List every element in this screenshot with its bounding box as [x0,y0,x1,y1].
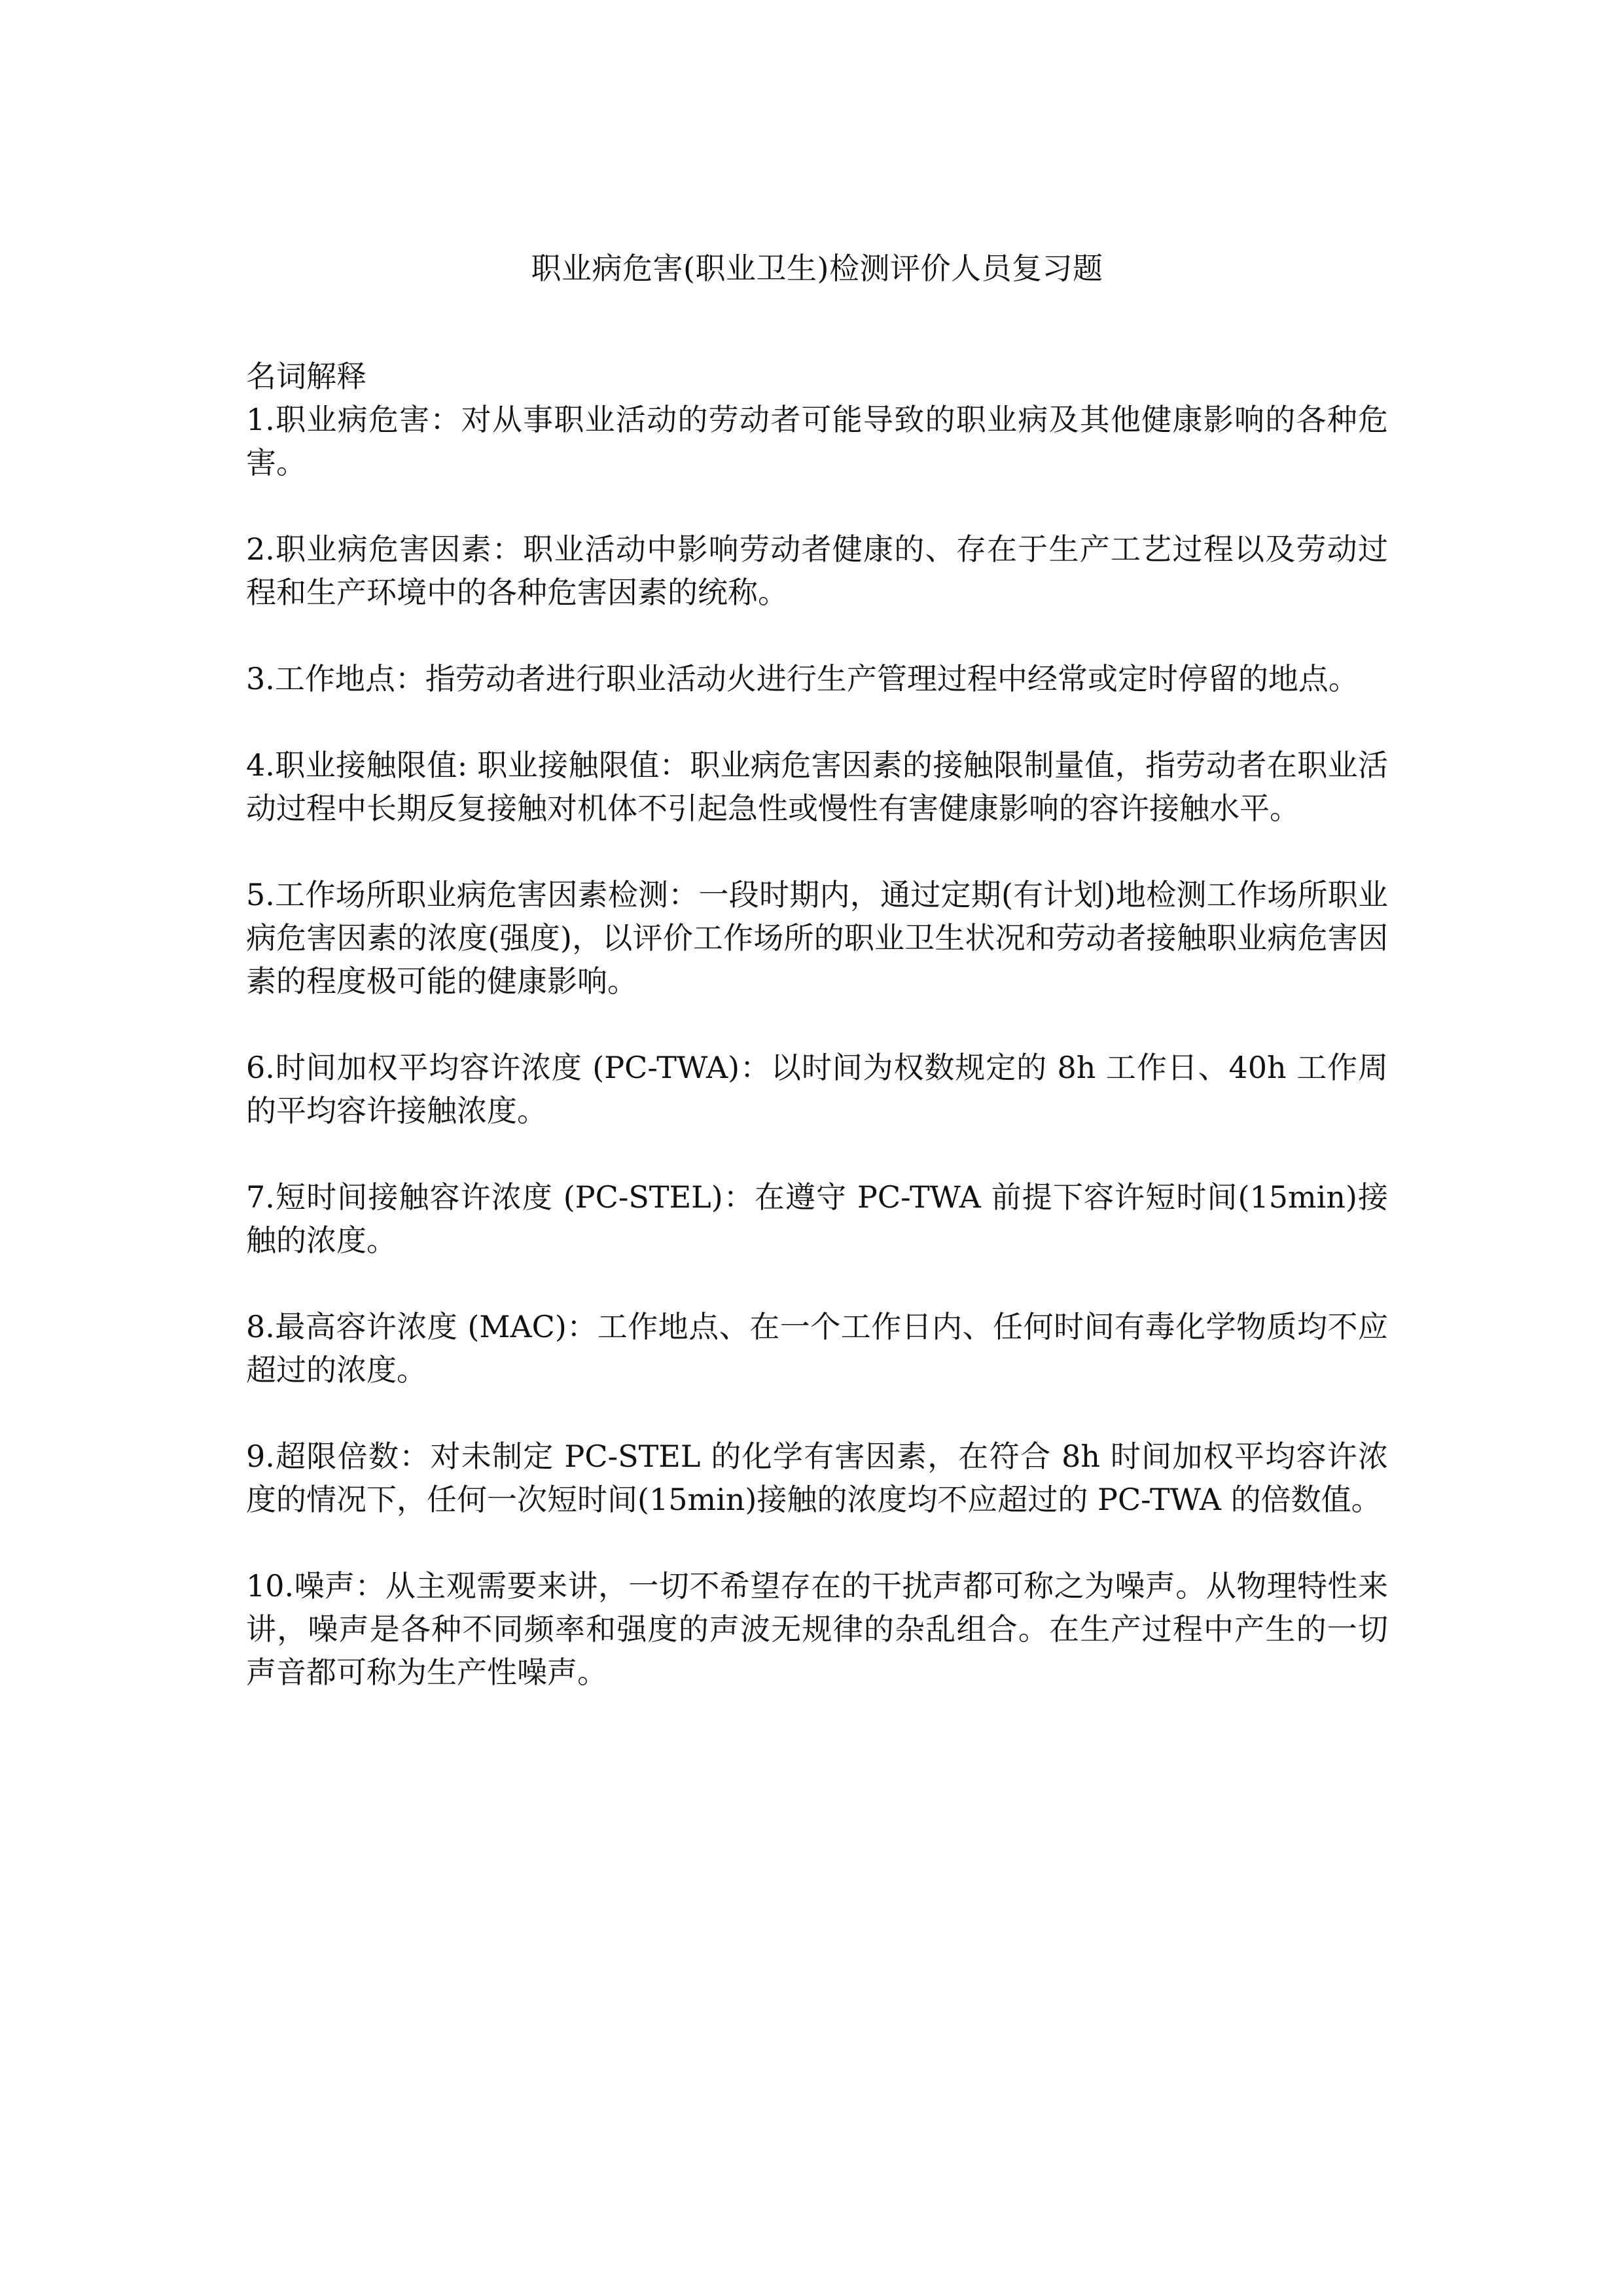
term-definition-1: 1.职业病危害：对从事职业活动的劳动者可能导致的职业病及其他健康影响的各种危害。 [246,402,1388,480]
term-definition-10: 10.噪声：从主观需要来讲，一切不希望存在的干扰声都可称之为噪声。从物理特性来讲，噪声是各种不同频率和强度的声波无规律的杂乱组合。在生产过程中产生的一切声音都可称为生产性噪声。 [246,1568,1388,1690]
document-title: 职业病危害(职业卫生)检测评价人员复习题 [531,251,1103,286]
term-definition-6: 6.时间加权平均容许浓度 (PC-TWA)：以时间为权数规定的 8h 工作日、40h 工作周的平均容许接触浓度。 [246,1050,1388,1128]
term-definition-3: 3.工作地点：指劳动者进行职业活动火进行生产管理过程中经常或定时停留的地点。 [246,661,1359,696]
term-definition-7: 7.短时间接触容许浓度 (PC-STEL)：在遵守 PC-TWA 前提下容许短时间(15min)接触的浓度。 [246,1179,1388,1258]
document-body [246,245,1388,1737]
term-definition-4: 4.职业接触限值: 职业接触限值：职业病危害因素的接触限制量值，指劳动者在职业活动过程中长期反复接触对机体不引起急性或慢性有害健康影响的容许接触水平。 [246,747,1388,826]
term-definition-9: 9.超限倍数：对未制定 PC-STEL 的化学有害因素，在符合 8h 时间加权平均容许浓度的情况下，任何一次短时间(15min)接触的浓度均不应超过的 PC-TWA 的倍数值。 [246,1439,1388,1517]
term-definition-2: 2.职业病危害因素：职业活动中影响劳动者健康的、存在于生产工艺过程以及劳动过程和生产环境中的各种危害因素的统称。 [246,531,1388,610]
term-definition-8: 8.最高容许浓度 (MAC)：工作地点、在一个工作日内、任何时间有毒化学物质均不应超过的浓度。 [246,1309,1388,1388]
term-definition-list [246,398,1388,1694]
section-heading: 名词解释 [246,359,366,394]
term-definition-5: 5.工作场所职业病危害因素检测：一段时期内，通过定期(有计划)地检测工作场所职业病危害因素的浓度(强度)，以评价工作场所的职业卫生状况和劳动者接触职业病危害因素的程度极可能的健康影响。 [246,877,1388,999]
